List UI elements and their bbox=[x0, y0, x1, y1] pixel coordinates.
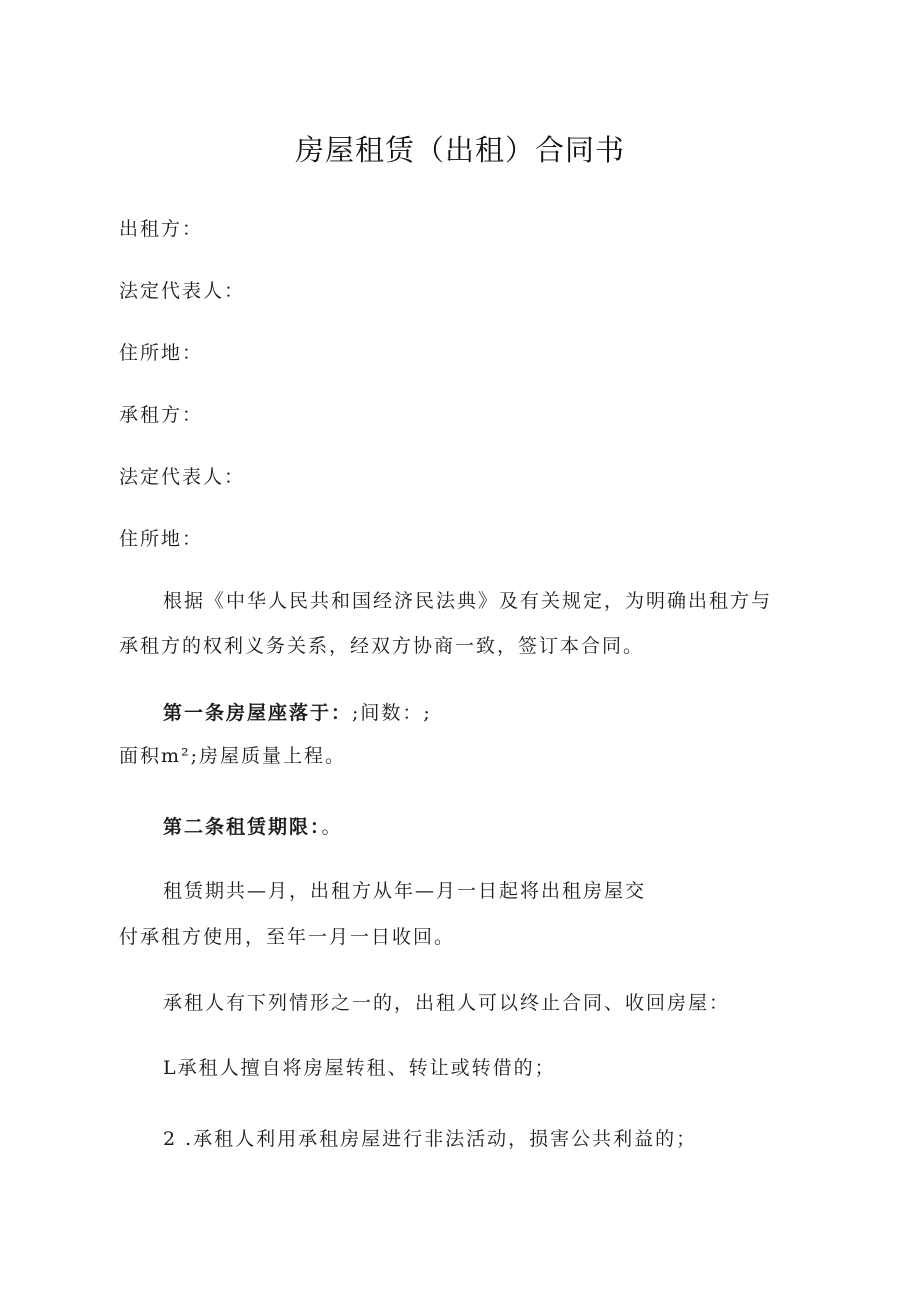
lessee-label: 承租方： bbox=[119, 404, 204, 426]
lessor-address-label: 住所地： bbox=[119, 342, 204, 364]
lease-term-line-1: 租赁期共—月，出租方从年—月一日起将出租房屋交 bbox=[163, 880, 647, 902]
article-1-heading: 第一条房屋座落于： bbox=[163, 702, 353, 724]
document-title: 房屋租赁（出租）合同书 bbox=[294, 133, 625, 167]
article-1-line-1 bbox=[163, 701, 432, 725]
article-1-rest: ;间数：; bbox=[352, 702, 432, 724]
lessee-representative-label: 法定代表人： bbox=[119, 466, 246, 488]
termination-intro: 承租人有下列情形之一的，出租人可以终止合同、收回房屋： bbox=[163, 992, 731, 1014]
article-2-line bbox=[163, 815, 343, 839]
lessor-representative-label: 法定代表人： bbox=[119, 280, 246, 302]
termination-item-2: 2 .承租人利用承租房屋进行非法活动，损害公共利益的； bbox=[163, 1128, 698, 1150]
preamble-line-1: 根据《中华人民共和国经济民法典》及有关规定，为明确出租方与 bbox=[163, 590, 773, 612]
article-2-heading: 第二条租赁期限： bbox=[163, 816, 322, 838]
preamble-line-2: 承租方的权利义务关系，经双方协商一致，签订本合同。 bbox=[119, 635, 645, 657]
lessee-address-label: 住所地： bbox=[119, 528, 204, 550]
termination-item-1: L承租人擅自将房屋转租、转让或转借的； bbox=[163, 1057, 556, 1079]
article-2-rest: 。 bbox=[321, 816, 343, 838]
article-1-line-2: 面积m²;房屋质量上程。 bbox=[119, 745, 347, 767]
lessor-label: 出租方： bbox=[119, 218, 204, 240]
lease-term-line-2: 付承租方使用，至年一月一日收回。 bbox=[119, 926, 456, 948]
